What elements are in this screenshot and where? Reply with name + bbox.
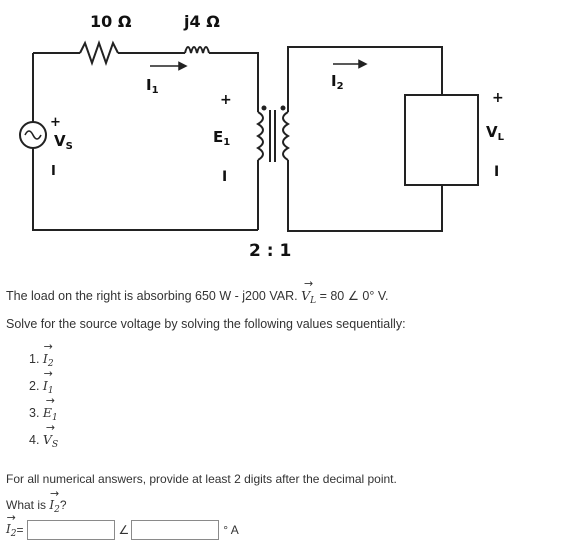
- answer-row: [6, 518, 239, 542]
- dot-secondary: [281, 106, 286, 111]
- source-label: $V_S$: [54, 132, 73, 152]
- list-item: 3. → $E_1$: [29, 405, 58, 423]
- problem-text-1: The load on the right is absorbing 650 W - j200 VAR.: [6, 289, 302, 303]
- dot-primary: [262, 106, 267, 111]
- current1-label: $I_1$: [146, 76, 159, 96]
- list-item: 2. → $I_1$: [29, 378, 54, 396]
- list-item: 1. → $I_2$: [29, 351, 54, 369]
- problem-line-1: [6, 288, 388, 306]
- vl-minus: I: [494, 164, 500, 180]
- question-text: What is → $I_2$?: [6, 498, 67, 515]
- answer-variable: → $I_2$: [6, 522, 16, 539]
- instructions-text: For all numerical answers, provide at least 2 digits after the decimal point.: [6, 472, 397, 486]
- inductor-label: j4 Ω: [184, 12, 220, 31]
- vl-plus: +: [492, 90, 504, 106]
- vl-vector: → $V_L$: [301, 288, 316, 306]
- angle-icon: ∠: [118, 523, 130, 537]
- angle-input[interactable]: [131, 520, 219, 540]
- e1-plus: +: [220, 92, 232, 108]
- e1-label: $E_1$: [213, 128, 231, 148]
- ratio-label: 2 : 1: [249, 241, 292, 261]
- equals-sign: =: [16, 523, 24, 537]
- source-plus: +: [50, 115, 61, 130]
- source-minus: I: [51, 164, 56, 179]
- circuit-diagram: [0, 0, 584, 272]
- problem-line-2: Solve for the source voltage by solving the following values sequentially:: [6, 317, 406, 331]
- e1-minus: I: [222, 169, 228, 185]
- list-item: 4. → $V_S$: [29, 432, 58, 450]
- circuit-svg: [0, 0, 584, 272]
- magnitude-input[interactable]: [27, 520, 115, 540]
- resistor-label: 10 Ω: [90, 12, 132, 31]
- vl-label: $V_L$: [486, 123, 504, 143]
- problem-text-1-suffix: = 80 ∠ 0° V.: [316, 289, 389, 303]
- unit-label: ° A: [223, 523, 239, 537]
- current2-label: $I_2$: [331, 72, 344, 92]
